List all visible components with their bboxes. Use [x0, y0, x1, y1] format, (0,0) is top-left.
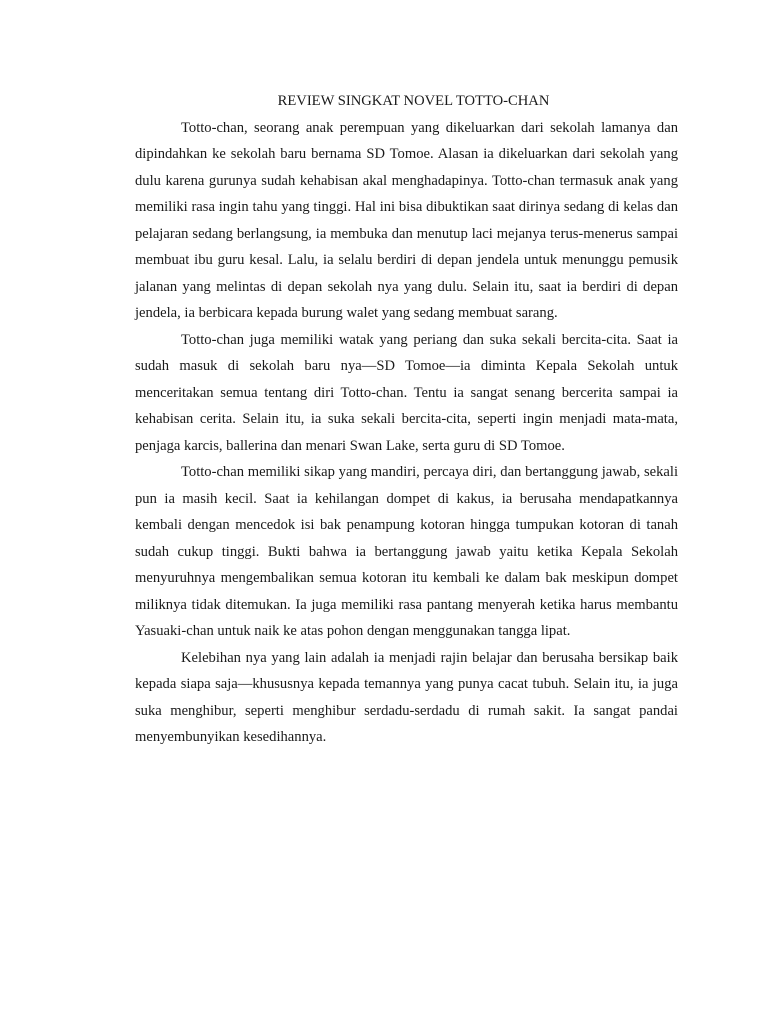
document-body: [135, 88, 678, 751]
document-title: REVIEW SINGKAT NOVEL TOTTO-CHAN: [277, 93, 550, 109]
paragraph-1: Totto-chan, seorang anak perempuan yang dikeluarkan dari sekolah lamanya dan dipindahkan ke sekolah baru bernama SD Tomoe. Alasan ia dikeluarkan dari sekolah yang dulu karena gurunya sudah kehabisan akal menghadapinya. Totto-chan termasuk anak yang memiliki rasa ingin tahu yang tinggi. Hal ini bisa dibuktikan saat dirinya sedang di kelas dan pelajaran sedang berlangsung, ia membuka dan menutup laci mejanya terus-menerus sampai membuat ibu guru kesal. Lalu, ia selalu berdiri di depan jendela untuk menunggu pemusik jalanan yang melintas di depan sekolah nya yang dulu. Selain itu, saat ia berdiri di depan jendela, ia berbicara kepada burung walet yang sedang membuat sarang.: [135, 119, 678, 321]
paragraph-3: Totto-chan memiliki sikap yang mandiri, percaya diri, dan bertanggung jawab, sekali pun ia masih kecil. Saat ia kehilangan dompet di kakus, ia berusaha mendapatkannya kembali dengan mencedok isi bak penampung kotoran hingga tumpukan kotoran di tanah sudah cukup tinggi. Bukti bahwa ia bertanggung jawab yaitu ketika Kepala Sekolah menyuruhnya mengembalikan semua kotoran itu kembali ke dalam bak meskipun dompet miliknya tidak ditemukan. Ia juga memiliki rasa pantang menyerah ketika harus membantu Yasuaki-chan untuk naik ke atas pohon dengan menggunakan tangga lipat.: [135, 464, 678, 639]
paragraph-4: Kelebihan nya yang lain adalah ia menjadi rajin belajar dan berusaha bersikap baik kepada siapa saja—khususnya kepada temannya yang punya cacat tubuh. Selain itu, ia juga suka menghibur, seperti menghibur serdadu-serdadu di rumah sakit. Ia sangat pandai menyembunyikan kesedihannya.: [135, 649, 678, 745]
paragraph-2: Totto-chan juga memiliki watak yang periang dan suka sekali bercita-cita. Saat ia sudah masuk di sekolah baru nya—SD Tomoe—ia diminta Kepala Sekolah untuk menceritakan semua tentang diri Totto-chan. Tentu ia sangat senang bercerita sampai ia kehabisan cerita. Selain itu, ia suka sekali bercita-cita, seperti ingin menjadi mata-mata, penjaga karcis, ballerina dan menari Swan Lake, serta guru di SD Tomoe.: [135, 331, 678, 454]
